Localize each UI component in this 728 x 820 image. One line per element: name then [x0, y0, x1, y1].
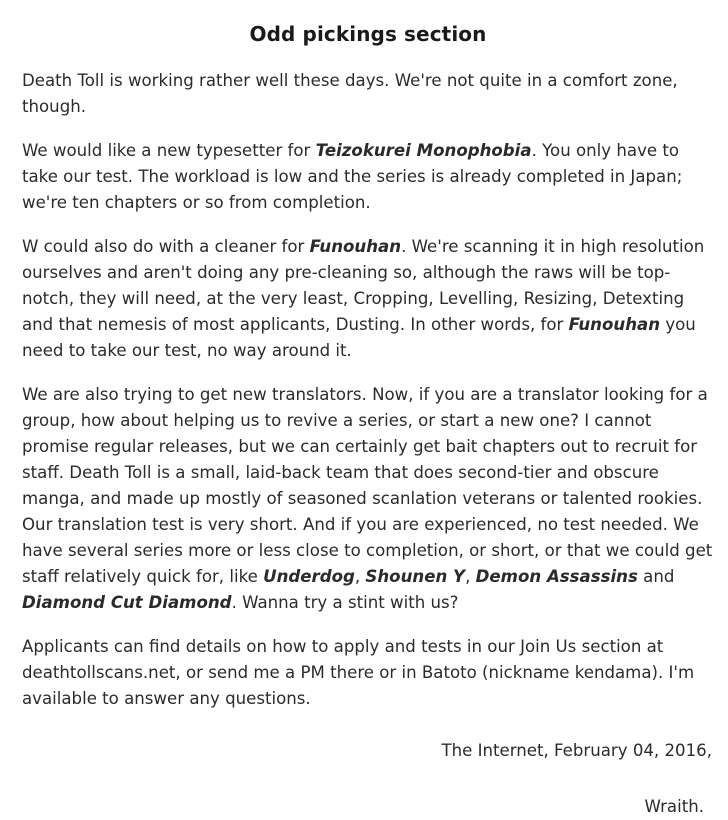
text-run: We are also trying to get new translators. Now, if you are a translator looking for a group, how about helping us to revive a series, or start a new one? I cannot promise regular releases, but we can certainly get bait chapters out to recruit for staff. Death Toll is a small, laid-back team that does second-tier and obscure manga, and made up mostly of seasoned scanlation veterans or talented rookies. Our translation test is very short. And if you are experienced, no test needed. We have several series more or less close to completion, or short, or that we could get staff relatively quick for, like — [22, 385, 713, 586]
text-run: . We're scanning it in high resolution ourselves and aren't doing any pre-cleaning so, although the raws will be top-notch, they will need, at the very least, Cropping, Levelling, Resizing, Detexting and that nemesis of most applicants, Dusting. In other words, for — [22, 237, 705, 334]
emphasis-title: Demon Assassins — [475, 567, 638, 586]
text-run: and — [637, 567, 675, 586]
paragraph-applicants — [22, 634, 714, 712]
text-run: Death Toll is working rather well these days. We're not quite in a comfort zone, though. — [22, 71, 678, 116]
emphasis-title: Shounen Y — [365, 567, 466, 586]
signature-name: Wraith. — [644, 797, 704, 816]
text-run: , — [354, 567, 366, 586]
emphasis-title: Teizokurei Monophobia — [315, 141, 532, 160]
emphasis-title: Diamond Cut Diamond — [22, 593, 232, 612]
text-run: . Wanna try a stint with us? — [231, 593, 459, 612]
emphasis-title: Funouhan — [309, 237, 402, 256]
paragraph-cleaner — [22, 234, 714, 364]
paragraph-intro — [22, 68, 714, 120]
text-run: Applicants can find details on how to apply and tests in our Join Us section at deathtollscans.net, or send me a PM there or in Batoto (nickname kendama). I'm available to answer any questions. — [22, 637, 695, 708]
text-run: , — [465, 567, 476, 586]
emphasis-title: Funouhan — [568, 315, 661, 334]
signature-place-date: The Internet, February 04, 2016, — [441, 741, 712, 760]
page-title: Odd pickings section — [249, 22, 487, 46]
text-run: you need to take our test, no way around it. — [22, 315, 696, 360]
text-run: W could also do with a cleaner for — [22, 237, 310, 256]
emphasis-title: Underdog — [263, 567, 355, 586]
document-body — [22, 68, 714, 712]
text-run: We would like a new typesetter for — [22, 141, 316, 160]
paragraph-translators — [22, 382, 714, 616]
text-run: . You only have to take our test. The workload is low and the series is already completed in Japan; we're ten chapters or so from completion. — [22, 141, 683, 212]
paragraph-typesetter — [22, 138, 714, 216]
